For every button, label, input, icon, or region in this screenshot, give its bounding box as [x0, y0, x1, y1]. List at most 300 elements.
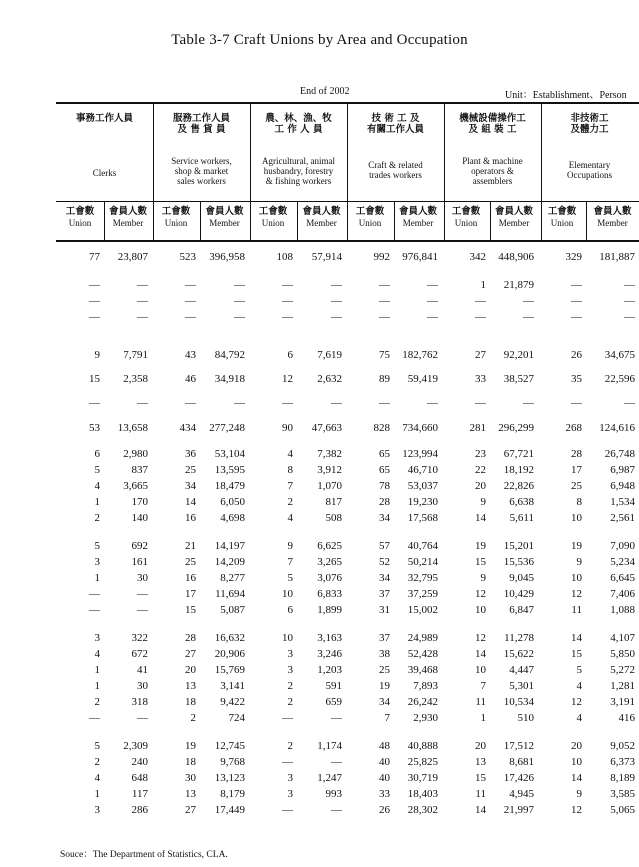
member-count-cell: 15,201 [503, 540, 534, 552]
member-count-cell: 6,948 [610, 480, 635, 492]
union-count-cell: — [282, 295, 293, 307]
group-header-en-line: Service workers, [171, 156, 232, 166]
member-count-cell: 24,989 [407, 632, 438, 644]
member-count-cell: — [331, 295, 342, 307]
member-count-cell: 6,625 [317, 540, 342, 552]
union-count-cell: 14 [475, 648, 486, 660]
member-count-cell: 26,242 [407, 696, 438, 708]
union-count-cell: 992 [373, 251, 390, 263]
union-count-cell: 14 [475, 512, 486, 524]
union-count-cell: 15 [475, 556, 486, 568]
member-count-cell: 67,721 [503, 448, 534, 460]
member-count-cell: 22,826 [503, 480, 534, 492]
union-count-cell: 4 [576, 680, 582, 692]
member-count-cell: 170 [131, 496, 148, 508]
union-count-cell: 2 [287, 696, 293, 708]
member-count-cell: 30 [137, 572, 148, 584]
member-count-cell: 40,764 [407, 540, 438, 552]
member-count-cell: 52,428 [407, 648, 438, 660]
member-count-cell: 724 [228, 712, 245, 724]
group-header-zh-line: 農、林、漁、牧 [265, 113, 332, 124]
member-count-cell: 6,833 [317, 588, 342, 600]
union-count-cell: 20 [185, 664, 196, 676]
member-count-cell: 14,197 [214, 540, 245, 552]
subheader-union [538, 206, 586, 229]
member-count-cell: — [137, 311, 148, 323]
union-count-cell: — [571, 279, 582, 291]
group-header-zh-line: 及 組 裝 工 [468, 123, 517, 135]
union-count-cell: — [475, 295, 486, 307]
member-count-cell: 38,527 [503, 373, 534, 385]
subheader-union [152, 206, 200, 229]
member-count-cell: 15,769 [214, 664, 245, 676]
union-count-cell: 523 [179, 251, 196, 263]
union-count-cell: 434 [179, 422, 196, 434]
union-count-cell: 89 [379, 373, 390, 385]
member-count-cell: 296,299 [498, 422, 534, 434]
member-count-cell: 510 [517, 712, 534, 724]
union-count-cell: 17 [185, 588, 196, 600]
member-count-cell: 182,762 [402, 349, 438, 361]
table-row [56, 770, 639, 786]
group-header-en-line: trades workers [369, 170, 422, 181]
member-count-cell: 2,930 [413, 712, 438, 724]
member-count-cell: 9,052 [610, 740, 635, 752]
union-count-cell: 12 [475, 632, 486, 644]
union-count-cell: 12 [571, 804, 582, 816]
union-count-cell: 43 [185, 349, 196, 361]
member-count-cell: 34,675 [604, 349, 635, 361]
member-count-cell: 11,278 [504, 632, 534, 644]
subheader-zh: 會員人數 [108, 206, 147, 217]
group-header-en [444, 156, 541, 186]
subheader-union [249, 206, 297, 229]
member-count-cell: 1,281 [610, 680, 635, 692]
group-header-en [347, 160, 444, 180]
subheader-en: Union [550, 217, 574, 228]
subheader-zh: 工會數 [451, 206, 481, 217]
subheader-zh: 工會數 [65, 206, 95, 217]
table-row [56, 754, 639, 770]
member-count-cell: 23,807 [117, 251, 148, 263]
member-count-cell: 39,468 [407, 664, 438, 676]
member-count-cell: 3,665 [123, 480, 148, 492]
union-count-cell: 34 [379, 572, 390, 584]
union-count-cell: 6 [287, 604, 293, 616]
member-count-cell: — [624, 279, 635, 291]
member-count-cell: 1,247 [317, 772, 342, 784]
subheader-zh: 工會數 [355, 206, 385, 217]
union-count-cell: 6 [287, 349, 293, 361]
union-count-cell: 1 [94, 496, 100, 508]
table-row [56, 554, 639, 570]
union-count-cell: 18 [185, 756, 196, 768]
member-count-cell: 181,887 [599, 251, 635, 263]
member-count-cell: 47,663 [311, 422, 342, 434]
table-row [56, 570, 639, 586]
group-header-en-line: Elementary [568, 160, 611, 170]
group-header-zh [153, 114, 250, 135]
group-header-en [153, 156, 250, 186]
member-count-cell: 416 [618, 712, 635, 724]
union-count-cell: — [89, 295, 100, 307]
member-count-cell: 140 [131, 512, 148, 524]
member-count-cell: — [137, 279, 148, 291]
member-count-cell: 124,616 [599, 422, 635, 434]
group-header-zh-line: 及 售 貨 員 [177, 123, 226, 135]
member-count-cell: 2,561 [610, 512, 635, 524]
member-count-cell: 9,422 [220, 696, 245, 708]
union-count-cell: — [185, 295, 196, 307]
member-count-cell: 3,912 [317, 464, 342, 476]
member-count-cell: 659 [325, 696, 342, 708]
union-count-cell: — [89, 311, 100, 323]
member-count-cell: 59,419 [407, 373, 438, 385]
union-count-cell: 25 [185, 464, 196, 476]
table-row [56, 347, 639, 363]
member-count-cell: 32,795 [407, 572, 438, 584]
member-count-cell: 318 [131, 696, 148, 708]
table-row [56, 802, 639, 818]
source-note: Souce：The Department of Statistics, CLA. [60, 850, 228, 860]
subheader-member [586, 206, 639, 229]
member-count-cell: 25,825 [407, 756, 438, 768]
union-count-cell: 329 [565, 251, 582, 263]
subheader-member [104, 206, 152, 229]
union-count-cell: 19 [571, 540, 582, 552]
union-count-cell: 52 [379, 556, 390, 568]
subheader-union [346, 206, 394, 229]
union-count-cell: 33 [475, 373, 486, 385]
member-count-cell: 8,179 [220, 788, 245, 800]
member-count-cell: 13,658 [117, 422, 148, 434]
table-row [56, 446, 639, 462]
union-count-cell: 4 [287, 512, 293, 524]
member-count-cell: 40,888 [407, 740, 438, 752]
member-count-cell: 15,622 [503, 648, 534, 660]
table-row [56, 710, 639, 726]
union-count-cell: — [89, 712, 100, 724]
union-count-cell: 3 [287, 648, 293, 660]
member-count-cell: 4,945 [509, 788, 534, 800]
group-header-zh-line: 及體力工 [570, 123, 609, 135]
group-header-en-line: Occupations [567, 170, 612, 181]
member-count-cell: 1,070 [317, 480, 342, 492]
member-count-cell: — [137, 604, 148, 616]
table-row [56, 662, 639, 678]
group-header-zh-line: 服務工作人員 [172, 113, 230, 124]
table-row [56, 309, 639, 325]
member-count-cell: 734,660 [402, 422, 438, 434]
union-count-cell: 12 [571, 696, 582, 708]
union-count-cell: 2 [287, 680, 293, 692]
union-count-cell: — [475, 311, 486, 323]
union-count-cell: 9 [576, 556, 582, 568]
union-count-cell: 3 [94, 804, 100, 816]
member-count-cell: — [234, 311, 245, 323]
table-row [56, 630, 639, 646]
group-header-en [56, 168, 153, 178]
table-row [56, 586, 639, 602]
member-count-cell: 6,847 [509, 604, 534, 616]
member-count-cell: 15,002 [407, 604, 438, 616]
union-count-cell: 14 [571, 632, 582, 644]
group-header-en-line: assemblers [472, 176, 513, 187]
group-header-zh-line: 事務工作人員 [75, 113, 133, 124]
member-count-cell: 12,745 [214, 740, 245, 752]
subheader-en: Member [112, 217, 144, 228]
member-count-cell: — [331, 804, 342, 816]
table-row [56, 694, 639, 710]
union-count-cell: 34 [379, 512, 390, 524]
member-count-cell: 28,302 [407, 804, 438, 816]
member-count-cell: 7,619 [317, 349, 342, 361]
member-count-cell: 7,893 [413, 680, 438, 692]
member-count-cell: 4,107 [610, 632, 635, 644]
member-count-cell: 3,163 [317, 632, 342, 644]
union-count-cell: 90 [282, 422, 293, 434]
subheader-en: Union [454, 217, 478, 228]
union-count-cell: 3 [94, 556, 100, 568]
union-count-cell: — [379, 311, 390, 323]
group-header-en-line: husbandry, forestry [263, 166, 334, 177]
member-count-cell: — [331, 712, 342, 724]
union-count-cell: 14 [185, 496, 196, 508]
union-count-cell: 19 [379, 680, 390, 692]
union-count-cell: — [571, 397, 582, 409]
union-count-cell: — [282, 311, 293, 323]
member-count-cell: 92,201 [503, 349, 534, 361]
table-row [56, 371, 639, 387]
member-count-cell: 50,214 [407, 556, 438, 568]
union-count-cell: 27 [475, 349, 486, 361]
union-count-cell: 20 [571, 740, 582, 752]
unit-note: Unit：Establishment、Person [505, 90, 627, 101]
union-count-cell: 33 [379, 788, 390, 800]
union-count-cell: 25 [571, 480, 582, 492]
member-count-cell: 8,277 [220, 572, 245, 584]
union-count-cell: — [379, 295, 390, 307]
group-header-en-line: shop & market [174, 166, 229, 177]
member-count-cell: 6,050 [220, 496, 245, 508]
member-count-cell: — [427, 279, 438, 291]
member-count-cell: — [523, 295, 534, 307]
union-count-cell: 7 [480, 680, 486, 692]
union-count-cell: 3 [94, 632, 100, 644]
member-count-cell: 13,595 [214, 464, 245, 476]
union-count-cell: 2 [190, 712, 196, 724]
member-count-cell: 322 [131, 632, 148, 644]
member-count-cell: 5,272 [610, 664, 635, 676]
group-header-zh-line: 工 作 人 員 [274, 123, 323, 135]
union-count-cell: 13 [475, 756, 486, 768]
union-count-cell: 5 [576, 664, 582, 676]
member-count-cell: 7,090 [610, 540, 635, 552]
group-header-en-line: operators & [471, 166, 514, 177]
table-row [56, 510, 639, 526]
member-count-cell: 19,230 [407, 496, 438, 508]
union-count-cell: 1 [94, 572, 100, 584]
union-count-cell: 18 [185, 696, 196, 708]
member-count-cell: 17,449 [214, 804, 245, 816]
member-count-cell: 508 [325, 512, 342, 524]
member-count-cell: 7,406 [610, 588, 635, 600]
member-count-cell: — [234, 295, 245, 307]
union-count-cell: 11 [475, 788, 486, 800]
member-count-cell: 6,373 [610, 756, 635, 768]
member-count-cell: 1,203 [317, 664, 342, 676]
subheader-zh: 會員人數 [494, 206, 533, 217]
group-header-en-line: Clerks [92, 168, 117, 178]
union-count-cell: 20 [475, 480, 486, 492]
union-count-cell: 21 [185, 540, 196, 552]
member-count-cell: 3,585 [610, 788, 635, 800]
union-count-cell: 15 [571, 648, 582, 660]
union-count-cell: — [89, 588, 100, 600]
table-row [56, 678, 639, 694]
member-count-cell: 26,748 [604, 448, 635, 460]
subheader-zh: 會員人數 [398, 206, 437, 217]
union-count-cell: 11 [571, 604, 582, 616]
union-count-cell: 5 [94, 540, 100, 552]
union-count-cell: 4 [94, 772, 100, 784]
subheader-en: Union [261, 217, 285, 228]
union-count-cell: — [185, 397, 196, 409]
union-count-cell: 30 [185, 772, 196, 784]
member-count-cell: 3,141 [220, 680, 245, 692]
member-count-cell: 34,918 [214, 373, 245, 385]
member-count-cell: 21,997 [503, 804, 534, 816]
union-count-cell: 11 [475, 696, 486, 708]
group-header-en [541, 160, 638, 180]
union-count-cell: 28 [571, 448, 582, 460]
group-header-zh [444, 114, 541, 135]
union-count-cell: — [282, 279, 293, 291]
subheader-en: Member [498, 217, 530, 228]
member-count-cell: — [624, 295, 635, 307]
union-count-cell: 23 [475, 448, 486, 460]
union-count-cell: 57 [379, 540, 390, 552]
union-count-cell: 342 [469, 251, 486, 263]
union-count-cell: 65 [379, 464, 390, 476]
table-row [56, 478, 639, 494]
group-header-zh-line: 機械設備操作工 [459, 113, 526, 124]
union-count-cell: 7 [384, 712, 390, 724]
member-count-cell: 672 [131, 648, 148, 660]
union-count-cell: 2 [94, 696, 100, 708]
union-count-cell: 8 [576, 496, 582, 508]
member-count-cell: — [137, 397, 148, 409]
union-count-cell: 2 [94, 512, 100, 524]
union-count-cell: 34 [185, 480, 196, 492]
table-row [56, 277, 639, 293]
union-count-cell: — [185, 311, 196, 323]
subheader-member [297, 206, 346, 229]
group-header-zh [56, 114, 153, 125]
union-count-cell: 108 [276, 251, 293, 263]
member-count-cell: — [523, 397, 534, 409]
group-header-zh [347, 114, 444, 135]
header-bottom-rule [56, 240, 639, 242]
member-count-cell: 240 [131, 756, 148, 768]
union-count-cell: — [89, 604, 100, 616]
union-count-cell: 5 [287, 572, 293, 584]
member-count-cell: 3,246 [317, 648, 342, 660]
member-count-cell: — [137, 588, 148, 600]
union-count-cell: 3 [287, 788, 293, 800]
member-count-cell: 1,534 [610, 496, 635, 508]
member-count-cell: 17,426 [503, 772, 534, 784]
member-count-cell: 7,382 [317, 448, 342, 460]
union-count-cell: — [89, 279, 100, 291]
union-count-cell: 13 [185, 788, 196, 800]
member-count-cell: 5,301 [509, 680, 534, 692]
union-count-cell: 8 [287, 464, 293, 476]
union-count-cell: — [475, 397, 486, 409]
member-count-cell: 5,611 [509, 512, 534, 524]
union-count-cell: 65 [379, 448, 390, 460]
union-count-cell: — [282, 397, 293, 409]
member-count-cell: — [234, 397, 245, 409]
union-count-cell: — [185, 279, 196, 291]
member-count-cell: 1,899 [317, 604, 342, 616]
union-count-cell: 9 [94, 349, 100, 361]
union-count-cell: 75 [379, 349, 390, 361]
member-count-cell: 22,596 [604, 373, 635, 385]
union-count-cell: 12 [475, 588, 486, 600]
member-count-cell: 6,638 [509, 496, 534, 508]
member-count-cell: 10,429 [503, 588, 534, 600]
union-count-cell: 13 [185, 680, 196, 692]
subheader-zh: 工會數 [547, 206, 577, 217]
union-count-cell: 37 [379, 588, 390, 600]
table-row [56, 538, 639, 554]
member-count-cell: 8,681 [509, 756, 534, 768]
union-count-cell: 1 [480, 279, 486, 291]
member-count-cell: 17,512 [503, 740, 534, 752]
union-count-cell: 4 [287, 448, 293, 460]
member-count-cell: 5,087 [220, 604, 245, 616]
member-count-cell: 17,568 [407, 512, 438, 524]
member-count-cell: 84,792 [214, 349, 245, 361]
subheader-en: Union [68, 217, 92, 228]
group-header-en-line: Craft & related [368, 160, 423, 170]
union-count-cell: 10 [475, 604, 486, 616]
union-count-cell: 34 [379, 696, 390, 708]
member-count-cell: — [137, 295, 148, 307]
member-count-cell: 2,980 [123, 448, 148, 460]
union-count-cell: 4 [94, 648, 100, 660]
union-count-cell: 28 [379, 496, 390, 508]
subheader-member [394, 206, 442, 229]
subheader-zh: 工會數 [161, 206, 191, 217]
union-count-cell: 78 [379, 480, 390, 492]
member-count-cell: 3,265 [317, 556, 342, 568]
member-count-cell: 4,698 [220, 512, 245, 524]
member-count-cell: — [331, 756, 342, 768]
union-count-cell: 1 [94, 664, 100, 676]
group-header-zh [541, 114, 638, 135]
member-count-cell: 396,958 [209, 251, 245, 263]
member-count-cell: 976,841 [402, 251, 438, 263]
member-count-cell: 41 [137, 664, 148, 676]
union-count-cell: 7 [287, 480, 293, 492]
union-count-cell: 40 [379, 756, 390, 768]
subheader-zh: 工會數 [258, 206, 288, 217]
union-count-cell: 46 [185, 373, 196, 385]
union-count-cell: — [282, 756, 293, 768]
union-count-cell: 36 [185, 448, 196, 460]
